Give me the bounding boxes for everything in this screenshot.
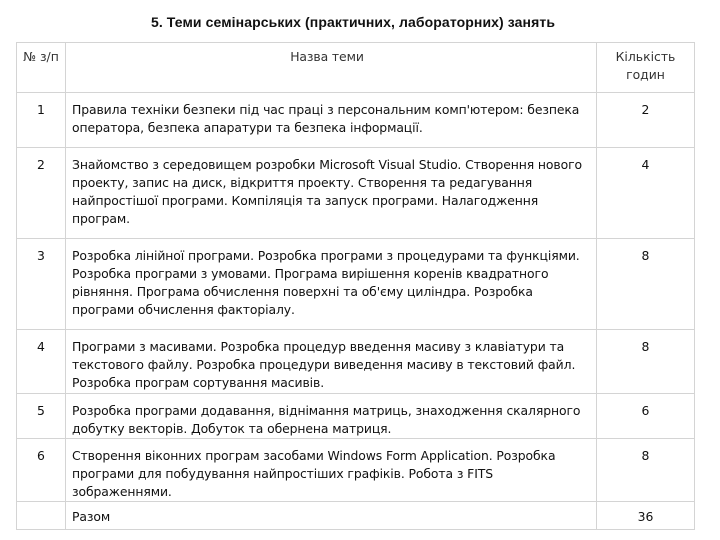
total-number-empty — [17, 502, 66, 530]
row-topic: Створення віконних програм засобами Windows Form Application. Розробка програми для побудування найпростіших графіків. Робота з FITS зображеннями. — [66, 439, 597, 502]
row-number: 3 — [17, 239, 66, 330]
row-topic: Розробка програми додавання, віднімання матриць, знаходження скалярного добутку векторів. Добуток та обернена матриця. — [66, 394, 597, 439]
total-label: Разом — [66, 502, 597, 530]
total-hours: 36 — [597, 502, 695, 530]
row-topic: Знайомство з середовищем розробки Microsoft Visual Studio. Створення нового проекту, запис на диск, відкриття проекту. Створення та редагування найпростішої програми. Компіляція та запуск програми. Налагодження програм. — [66, 148, 597, 239]
topics-table — [16, 42, 695, 530]
row-number: 2 — [17, 148, 66, 239]
header-topic: Назва теми — [66, 43, 597, 93]
page-title: 5. Теми семінарських (практичних, лабораторних) занять — [150, 14, 556, 30]
total-row — [17, 502, 695, 530]
row-hours: 8 — [597, 330, 695, 394]
row-number: 5 — [17, 394, 66, 439]
table-row — [17, 148, 695, 239]
row-number: 4 — [17, 330, 66, 394]
row-topic: Правила техніки безпеки під час праці з персональним комп'ютером: безпека оператора, безпека апаратури та безпека інформації. — [66, 93, 597, 148]
row-number: 6 — [17, 439, 66, 502]
row-topic: Програми з масивами. Розробка процедур введення масиву з клавіатури та текстового файлу. Розробка процедури виведення масиву в текстовий файл. Розробка програм сортування масивів. — [66, 330, 597, 394]
table-row — [17, 93, 695, 148]
table-row — [17, 439, 695, 502]
row-hours: 2 — [597, 93, 695, 148]
table-row — [17, 330, 695, 394]
table-row — [17, 239, 695, 330]
table-row — [17, 394, 695, 439]
row-hours: 4 — [597, 148, 695, 239]
row-topic: Розробка лінійної програми. Розробка програми з процедурами та функціями. Розробка програми з умовами. Програма вирішення коренів квадратного рівняння. Програма обчислення поверхні та об'єму циліндра. Розробка програми обчислення факторіалу. — [66, 239, 597, 330]
header-number: № з/п — [17, 43, 66, 93]
row-hours: 8 — [597, 439, 695, 502]
header-hours: Кількість годин — [597, 43, 695, 93]
row-hours: 8 — [597, 239, 695, 330]
row-hours: 6 — [597, 394, 695, 439]
table-header-row — [17, 43, 695, 93]
row-number: 1 — [17, 93, 66, 148]
